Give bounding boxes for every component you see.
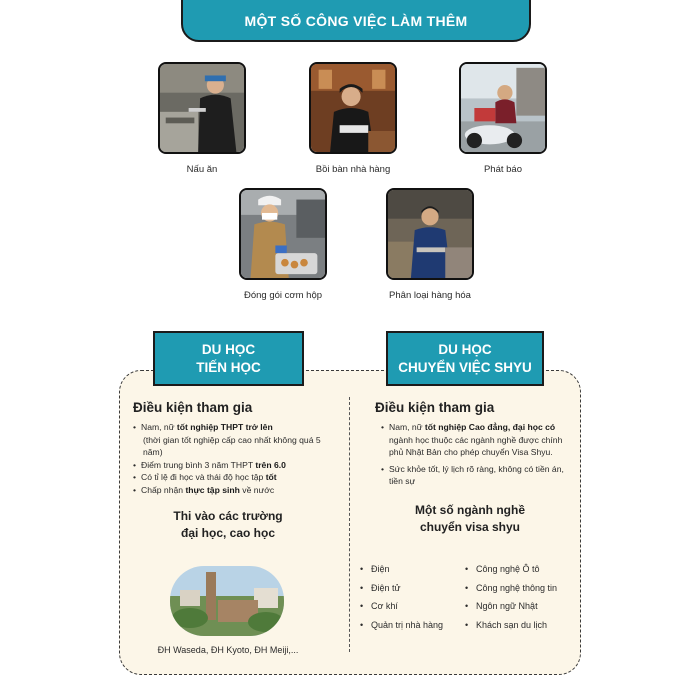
conditions-title: Điều kiện tham gia xyxy=(375,400,495,415)
university-list: ĐH Waseda, ĐH Kyoto, ĐH Meiji,... xyxy=(157,645,299,655)
tab-line: DU HỌC xyxy=(438,341,492,357)
newspaper-delivery-photo xyxy=(459,62,547,154)
tab-du-hoc-tien-hoc xyxy=(153,331,304,386)
job-label: Đóng gói cơm hộp xyxy=(243,290,323,301)
list-item: • Khách sạn du lịch xyxy=(465,616,557,635)
list-item: • Cơ khí xyxy=(360,597,443,616)
list-item: • Công nghệ Ô tô xyxy=(465,560,557,579)
note: (thời gian tốt nghiệp cấp cao nhất không quá 5 năm) xyxy=(143,434,321,457)
conditions-title: Điều kiện tham gia xyxy=(133,400,253,415)
job-label: Bồi bàn nhà hàng xyxy=(315,164,391,175)
banner-title: MỘT SỐ CÔNG VIỆC LÀM THÊM xyxy=(244,13,468,29)
job-card-cooking xyxy=(157,62,247,175)
tab-line: DU HỌC xyxy=(201,341,256,357)
conditions-list xyxy=(381,421,570,488)
panel-divider xyxy=(349,397,350,652)
list-item: • Ngôn ngữ Nhật xyxy=(465,597,557,616)
job-label: Phân loại hàng hóa xyxy=(389,290,471,301)
bento-packing-photo xyxy=(239,188,327,280)
job-label: Phát báo xyxy=(483,164,523,175)
list-item: • Công nghệ thông tin xyxy=(465,579,557,598)
cooking-photo xyxy=(158,62,246,154)
conditions-list xyxy=(133,421,338,496)
job-card-sorting xyxy=(375,188,485,301)
goods-sorting-photo xyxy=(386,188,474,280)
list-item: • Có tỉ lệ đi học và thái độ học tập tốt xyxy=(133,471,338,484)
list-item: • Điện tử xyxy=(360,579,443,598)
job-card-waiter xyxy=(308,62,398,175)
majors-list-right xyxy=(465,560,557,634)
left-column xyxy=(133,400,338,542)
list-item: • Nam, nữ tốt nghiệp THPT trở lên (thời gian tốt nghiệp cấp cao nhất không quá 5 năm) xyxy=(133,421,338,459)
schools-title: Thi vào các trường đại học, cao học xyxy=(173,509,283,540)
waiter-photo xyxy=(309,62,397,154)
campus-photo xyxy=(170,566,284,636)
majors-list-left xyxy=(360,560,443,634)
right-column xyxy=(375,400,570,536)
list-item: • Chấp nhận thực tập sinh về nước xyxy=(133,484,338,497)
tab-line: CHUYỂN VIỆC SHYU xyxy=(398,359,532,375)
tab-line: TIẾN HỌC xyxy=(196,359,261,375)
list-item: • Điện xyxy=(360,560,443,579)
list-item: • Quản trị nhà hàng xyxy=(360,616,443,635)
job-label: Nấu ăn xyxy=(186,164,218,175)
tab-du-hoc-chuyen-viec-shyu xyxy=(386,331,544,386)
job-card-bento xyxy=(228,188,338,301)
section-banner xyxy=(181,0,531,42)
list-item: • Điểm trung bình 3 năm THPT trên 6.0 xyxy=(133,459,338,472)
list-item: • Nam, nữ tốt nghiệp Cao đẳng, đại học có ngành học thuộc các ngành nghề được chính phủ Nhật Bản cho phép chuyển Visa Shyu. xyxy=(381,421,570,459)
majors-title: Một số ngành nghề chuyển visa shyu xyxy=(415,502,525,534)
job-card-newspaper xyxy=(458,62,548,175)
list-item: • Sức khỏe tốt, lý lịch rõ ràng, không có tiền án, tiền sự xyxy=(381,463,570,488)
